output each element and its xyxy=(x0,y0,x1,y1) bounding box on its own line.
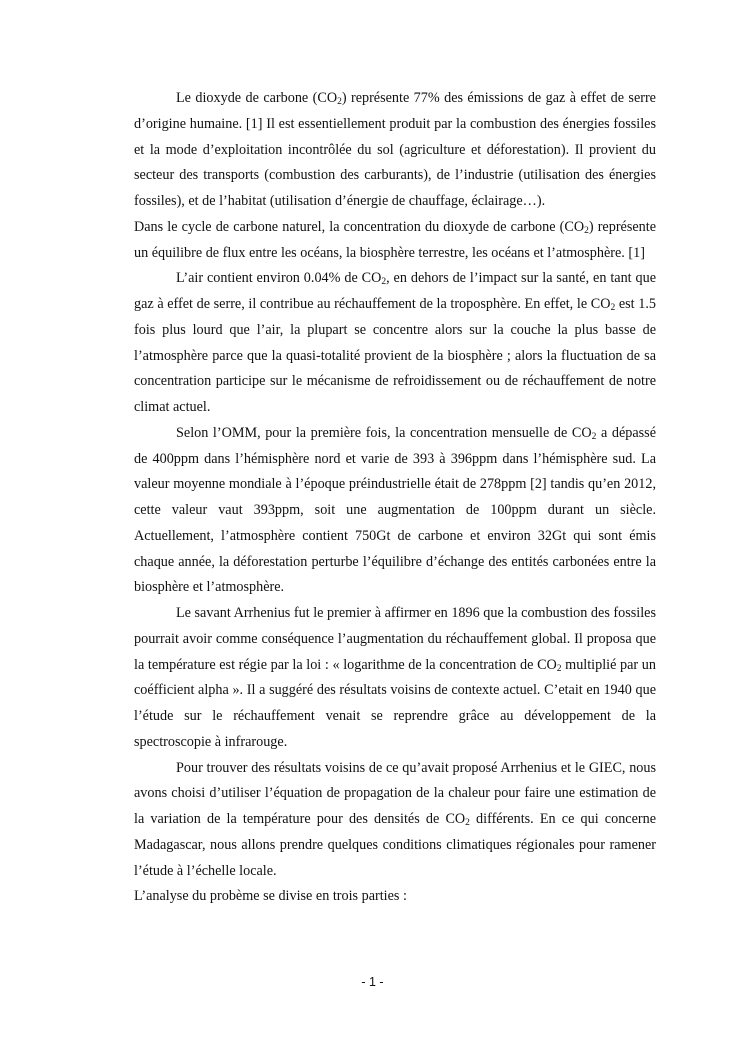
paragraph-methodology: Pour trouver des résultats voisins de ce qu’avait proposé Arrhenius et le GIEC, nous avons choisi d’utiliser l’équation de propagation de la chaleur pour faire une estimation de la variation de la température pour des densités de $CO_2$ différents. En ce qui concerne Madagascar, nous allons prendre quelques conditions climatiques régionales pour ramener l’étude à l’échelle locale. xyxy=(134,759,657,879)
paragraph-carbon-cycle: Dans le cycle de carbone naturel, la concentration du dioxyde de carbone $(CO_2)$ représente un équilibre de flux entre les océans, la biosphère terrestre, les océans et l’atmosphère. [1] xyxy=(134,218,656,261)
paragraph-co2-emissions: Le dioxyde de carbone $(CO_2)$ représente 77% des émissions de gaz à effet de serre d’origine humaine. [1] Il est essentiellement produit par la combustion des énergies fossiles et la mode d’exploitation incontrôlée du sol (agriculture et déforestation). Il provient du secteur des transports (combustion des carburants), de l’industrie (utilisation des énergies fossiles), et de l’habitat (utilisation d’énergie de chauffage, éclairage…). xyxy=(134,90,656,209)
page-number: - 1 - xyxy=(361,975,384,989)
body-text xyxy=(134,86,656,910)
paragraph-analysis-outline: L’analyse du probème se divise en trois parties : xyxy=(134,888,407,905)
paragraph-arrhenius: Le savant Arrhenius fut le premier à affirmer en 1896 que la combustion des fossiles pourrait avoir comme conséquence l’augmentation du réchauffement global. Il proposa que la température est régie par la loi : « logarithme de la concentration de $CO_2$ multiplié par un coéfficient alpha ». Il a suggéré des résultats voisins de contexte actuel. C’etait en 1940 que l’étude sur le réchauffement venait se reprendre grâce au développement de la spectroscopie à infrarouge. xyxy=(134,605,656,750)
paragraph-air-composition: L’air contient environ 0.04% de $CO_2$, en dehors de l’impact sur la santé, en tant que gaz à effet de serre, il contribue au réchauffement de la troposphère. En effet, le $CO_2$ est 1.5 fois plus lourd que l’air, la plupart se concentre alors sur la couche la plus basse de l’atmosphère parce que la quasi-totalité provient de la biosphère ; alors la fluctuation de sa concentration participe sur le mécanisme de refroidissement ou de réchauffement de notre climat actuel. xyxy=(134,270,656,415)
paragraph-omm-concentration: Selon l’OMM, pour la première fois, la concentration mensuelle de $CO_2$ a dépassé de 400ppm dans l’hémisphère nord et varie de 393 à 396ppm dans l’hémisphère sud. La valeur moyenne mondiale à l’époque préindustrielle était de 278ppm [2] tandis qu’en 2012, cette valeur vaut 393ppm, soit une augmentation de 100ppm durant un siècle. Actuellement, l’atmosphère contient 750Gt de carbone et environ 32Gt qui sont émis chaque année, la déforestation perturbe l’équilibre d’échange des entités carbonées entre la biosphère et l’atmosphère. xyxy=(134,424,656,596)
